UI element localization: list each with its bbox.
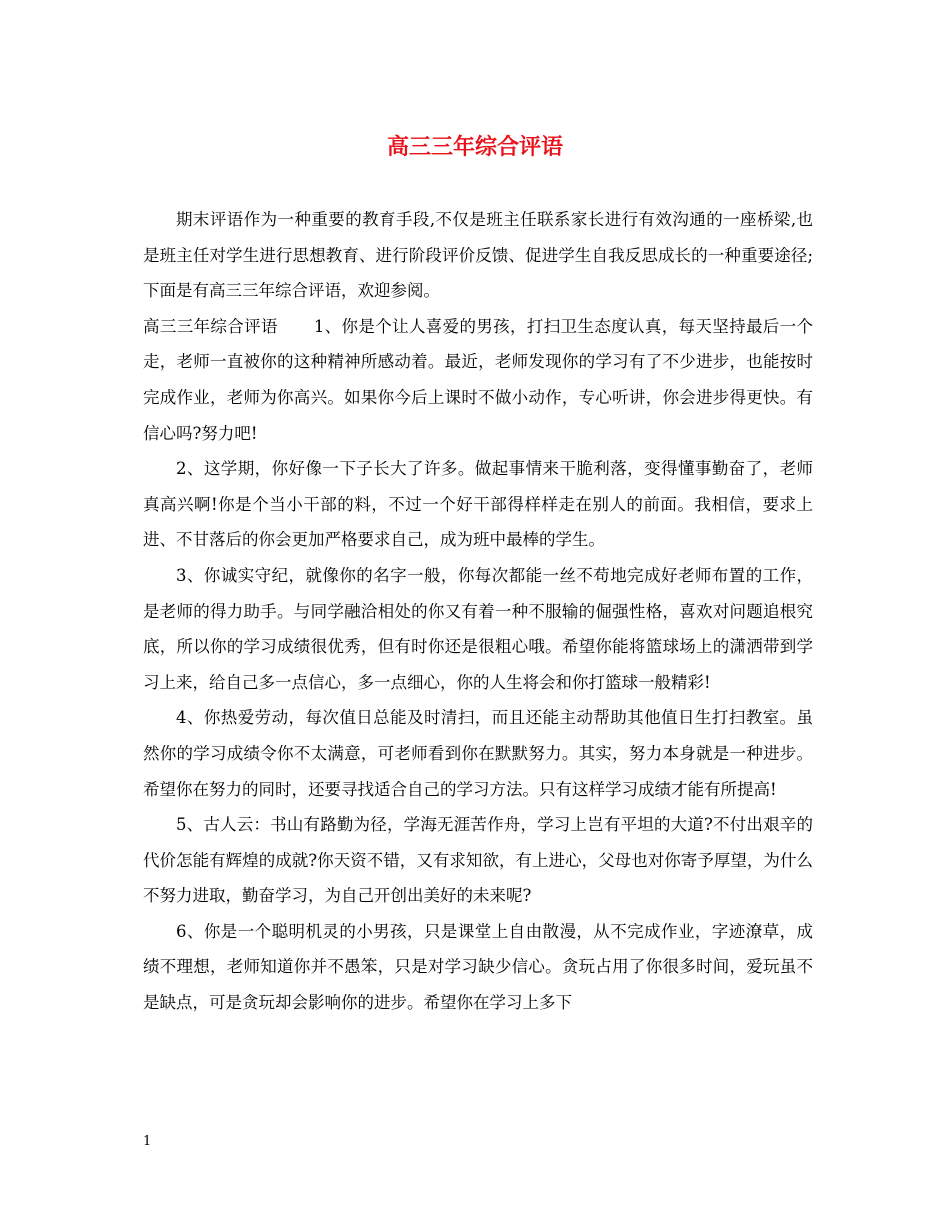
page-number: 1 [143, 1134, 152, 1149]
section-heading: 高三三年综合评语 [143, 316, 278, 336]
intro-paragraph: 期末评语作为一种重要的教育手段,不仅是班主任联系家长进行有效沟通的一座桥梁,也是班主任对学生进行思想教育、进行阶段评价反馈、促进学生自我反思成长的一种重要途径;下面是有高三三年综合评语，欢迎参阅。 [143, 210, 813, 301]
comment-text-1: 1、你是个让人喜爱的男孩，打扫卫生态度认真，每天坚持最后一个走，老师一直被你的这种精神所感动着。最近，老师发现你的学习有了不少进步，也能按时完成作业，老师为你高兴。如果你今后上课时不做小动作，专心听讲，你会进步得更快。有信心吗?努力吧! [143, 316, 813, 443]
document-body [143, 202, 813, 1021]
comment-paragraph-1 [143, 309, 813, 451]
comment-paragraph-4: 4、你热爱劳动，每次值日总能及时清扫，而且还能主动帮助其他值日生打扫教室。虽然你的学习成绩令你不太满意，可老师看到你在默默努力。其实，努力本身就是一种进步。希望你在努力的同时，还要寻找适合自己的学习方法。只有这样学习成绩才能有所提高! [143, 708, 813, 799]
comment-paragraph-3: 3、你诚实守纪，就像你的名字一般，你每次都能一丝不苟地完成好老师布置的工作，是老师的得力助手。与同学融洽相处的你又有着一种不服输的倔强性格，喜欢对问题追根究底，所以你的学习成绩很优秀，但有时你还是很粗心哦。希望你能将篮球场上的潇洒带到学习上来，给自己多一点信心，多一点细心，你的人生将会和你打篮球一般精彩! [143, 565, 813, 692]
document-title: 高三三年综合评语 [386, 135, 563, 160]
comment-paragraph-2: 2、这学期，你好像一下子长大了许多。做起事情来干脆利落，变得懂事勤奋了，老师真高兴啊!你是个当小干部的料，不过一个好干部得样样走在别人的前面。我相信，要求上进、不甘落后的你会更加严格要求自己，成为班中最棒的学生。 [143, 459, 813, 550]
comment-paragraph-6: 6、你是一个聪明机灵的小男孩，只是课堂上自由散漫，从不完成作业，字迹潦草，成绩不理想，老师知道你并不愚笨，只是对学习缺少信心。贪玩占用了你很多时间，爱玩虽不是缺点，可是贪玩却会影响你的进步。希望你在学习上多下 [143, 921, 813, 1013]
comment-paragraph-5: 5、古人云：书山有路勤为径，学海无涯苦作舟，学习上岂有平坦的大道?不付出艰辛的代价怎能有辉煌的成就?你天资不错，又有求知欲，有上进心，父母也对你寄予厚望，为什么不努力进取，勤奋学习，为自己开创出美好的未来呢? [143, 815, 813, 906]
